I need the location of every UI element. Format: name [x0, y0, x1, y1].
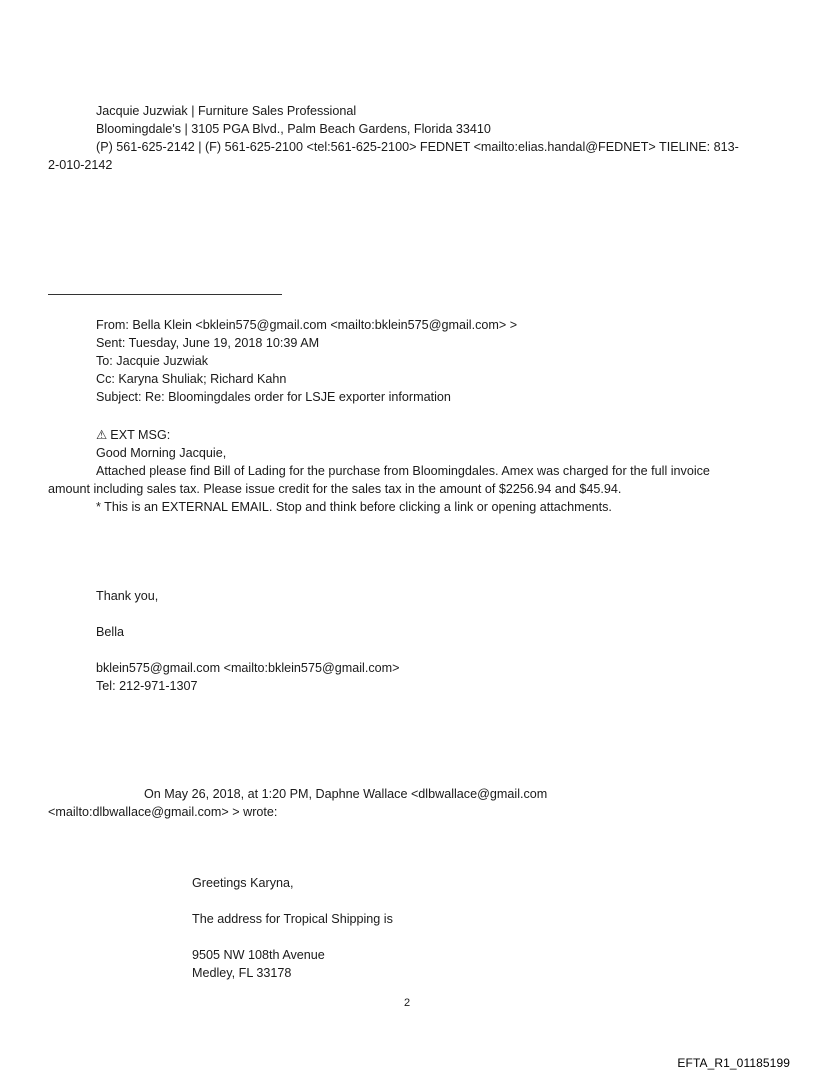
quoted-address-street: 9505 NW 108th Avenue — [192, 948, 325, 962]
quoted-intro-line1: On May 26, 2018, at 1:20 PM, Daphne Wallace <dlbwallace@gmail.com — [144, 787, 548, 801]
signature-name-title: Jacquie Juzwiak | Furniture Sales Professional — [96, 104, 357, 118]
warning-icon: ⚠ — [96, 428, 108, 442]
email-sent: Sent: Tuesday, June 19, 2018 10:39 AM — [96, 336, 320, 350]
quoted-address-intro: The address for Tropical Shipping is — [192, 912, 393, 926]
body-telephone: Tel: 212-971-1307 — [96, 679, 198, 693]
page-number: 2 — [404, 997, 411, 1009]
email-from: From: Bella Klein <bklein575@gmail.com <mailto:bklein575@gmail.com> > — [96, 318, 518, 332]
quoted-intro-line2: <mailto:dlbwallace@gmail.com> > wrote: — [48, 805, 278, 819]
separator-rule — [48, 294, 282, 295]
signature-contact-cont: 2-010-2142 — [48, 158, 113, 172]
email-subject: Subject: Re: Bloomingdales order for LSJE exporter information — [96, 390, 451, 404]
quoted-greeting: Greetings Karyna, — [192, 876, 294, 890]
document-id-footer: EFTA_R1_01185199 — [677, 1056, 790, 1070]
quoted-address-city: Medley, FL 33178 — [192, 966, 292, 980]
body-greeting: Good Morning Jacquie, — [96, 446, 227, 460]
signature-address: Bloomingdale's | 3105 PGA Blvd., Palm Beach Gardens, Florida 33410 — [96, 122, 491, 136]
signature-contact: (P) 561-625-2142 | (F) 561-625-2100 <tel:561-625-2100> FEDNET <mailto:elias.handal@FEDNET> TIELINE: 813- — [96, 140, 739, 154]
body-thanks: Thank you, — [96, 589, 159, 603]
body-signoff-name: Bella — [96, 625, 125, 639]
ext-msg-label: EXT MSG: — [110, 428, 171, 442]
external-email-notice: * This is an EXTERNAL EMAIL. Stop and think before clicking a link or opening attachments. — [96, 500, 612, 514]
email-cc: Cc: Karyna Shuliak; Richard Kahn — [96, 372, 287, 386]
body-paragraph-line1: Attached please find Bill of Lading for the purchase from Bloomingdales. Amex was charged for the full invoice — [96, 464, 710, 478]
ext-msg-banner — [96, 426, 170, 444]
body-paragraph-line2: amount including sales tax. Please issue credit for the sales tax in the amount of $2256.94 and $45.94. — [48, 482, 622, 496]
body-email-link[interactable]: bklein575@gmail.com <mailto:bklein575@gmail.com> — [96, 661, 400, 675]
email-to: To: Jacquie Juzwiak — [96, 354, 208, 368]
